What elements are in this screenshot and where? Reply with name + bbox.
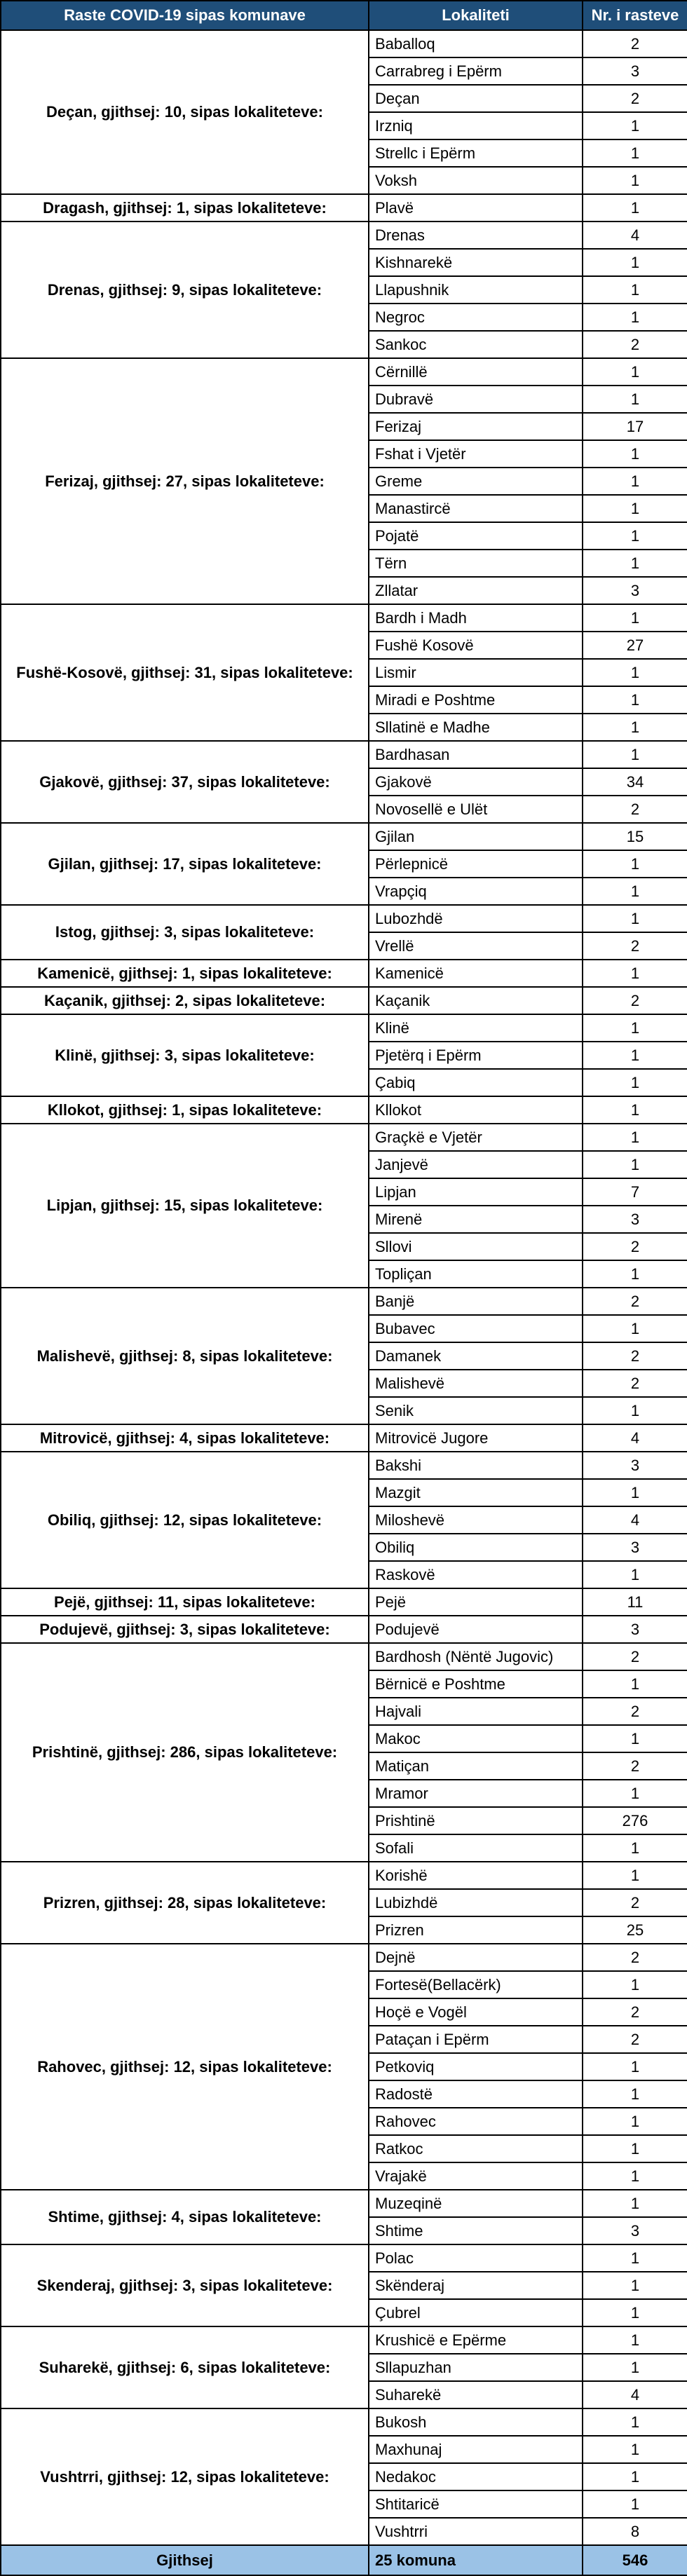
municipality-cell: Pejë, gjithsej: 11, sipas lokaliteteve: [1, 1588, 369, 1616]
case-count-cell: 1 [583, 2463, 687, 2490]
locality-cell: Vrapçiq [369, 878, 583, 905]
locality-cell: Lipjan [369, 1178, 583, 1206]
municipality-cell: Skenderaj, gjithsej: 3, sipas lokaliteteve: [1, 2244, 369, 2326]
table-row [1, 1124, 687, 1151]
locality-cell: Suharekë [369, 2381, 583, 2408]
table-row [1, 1588, 687, 1616]
case-count-cell: 1 [583, 2436, 687, 2463]
locality-cell: Rahovec [369, 2108, 583, 2135]
case-count-cell: 3 [583, 577, 687, 604]
case-count-cell: 1 [583, 112, 687, 139]
municipality-cell: Lipjan, gjithsej: 15, sipas lokaliteteve: [1, 1124, 369, 1288]
case-count-cell: 2 [583, 85, 687, 112]
case-count-cell: 1 [583, 741, 687, 768]
locality-cell: Bakshi [369, 1452, 583, 1479]
case-count-cell: 3 [583, 1616, 687, 1643]
case-count-cell: 2 [583, 1342, 687, 1370]
header-case-count: Nr. i rasteve [583, 1, 687, 30]
locality-cell: Lubozhdë [369, 905, 583, 932]
locality-cell: Zllatar [369, 577, 583, 604]
municipality-cell: Deçan, gjithsej: 10, sipas lokaliteteve: [1, 30, 369, 194]
locality-cell: Tërn [369, 550, 583, 577]
total-label: Gjithsej [1, 2545, 369, 2575]
table-row [1, 604, 687, 632]
locality-cell: Novosellë e Ulët [369, 796, 583, 823]
case-count-cell: 3 [583, 1206, 687, 1233]
locality-cell: Bardhosh (Nëntë Jugovic) [369, 1643, 583, 1670]
locality-cell: Makoc [369, 1725, 583, 1752]
case-count-cell: 1 [583, 2244, 687, 2272]
table-row [1, 2244, 687, 2272]
locality-cell: Banjë [369, 1288, 583, 1315]
locality-cell: Bardh i Madh [369, 604, 583, 632]
locality-cell: Raskovë [369, 1561, 583, 1588]
case-count-cell: 2 [583, 932, 687, 960]
municipality-cell: Kamenicë, gjithsej: 1, sipas lokaliteteve: [1, 960, 369, 987]
case-count-cell: 1 [583, 2053, 687, 2080]
locality-cell: Bukosh [369, 2408, 583, 2436]
municipality-cell: Podujevë, gjithsej: 3, sipas lokaliteteve: [1, 1616, 369, 1643]
locality-cell: Drenas [369, 222, 583, 249]
locality-cell: Malishevë [369, 1370, 583, 1397]
locality-cell: Lubizhdë [369, 1889, 583, 1916]
case-count-cell: 1 [583, 1725, 687, 1752]
case-count-cell: 1 [583, 468, 687, 495]
locality-cell: Manastircë [369, 495, 583, 522]
table-row [1, 960, 687, 987]
case-count-cell: 2 [583, 1288, 687, 1315]
municipality-cell: Kaçanik, gjithsej: 2, sipas lokaliteteve: [1, 987, 369, 1014]
case-count-cell: 2 [583, 1889, 687, 1916]
table-row [1, 194, 687, 222]
table-row [1, 2408, 687, 2436]
case-count-cell: 2 [583, 987, 687, 1014]
locality-cell: Pjetërq i Epërm [369, 1042, 583, 1069]
locality-cell: Janjevë [369, 1151, 583, 1178]
locality-cell: Petkoviq [369, 2053, 583, 2080]
table-body [1, 30, 687, 2545]
case-count-cell: 2 [583, 1370, 687, 1397]
case-count-cell: 2 [583, 796, 687, 823]
locality-cell: Greme [369, 468, 583, 495]
case-count-cell: 4 [583, 2381, 687, 2408]
locality-cell: Vrajakë [369, 2162, 583, 2190]
case-count-cell: 1 [583, 2135, 687, 2162]
case-count-cell: 1 [583, 522, 687, 550]
case-count-cell: 1 [583, 905, 687, 932]
locality-cell: Miloshevë [369, 1506, 583, 1534]
case-count-cell: 1 [583, 386, 687, 413]
municipality-cell: Klinë, gjithsej: 3, sipas lokaliteteve: [1, 1014, 369, 1096]
locality-cell: Podujevë [369, 1616, 583, 1643]
case-count-cell: 1 [583, 878, 687, 905]
locality-cell: Obiliq [369, 1534, 583, 1561]
table-row [1, 1862, 687, 1889]
locality-cell: Pojatë [369, 522, 583, 550]
table-row [1, 2190, 687, 2217]
header-municipality: Raste COVID-19 sipas komunave [1, 1, 369, 30]
case-count-cell: 1 [583, 2272, 687, 2299]
case-count-cell: 1 [583, 2108, 687, 2135]
locality-cell: Shtitaricë [369, 2490, 583, 2518]
case-count-cell: 1 [583, 2490, 687, 2518]
locality-cell: Muzeqinë [369, 2190, 583, 2217]
municipality-cell: Shtime, gjithsej: 4, sipas lokaliteteve: [1, 2190, 369, 2244]
case-count-cell: 1 [583, 304, 687, 331]
case-count-cell: 1 [583, 2080, 687, 2108]
case-count-cell: 25 [583, 1916, 687, 1944]
locality-cell: Klinë [369, 1014, 583, 1042]
table-row [1, 1096, 687, 1124]
case-count-cell: 2 [583, 331, 687, 358]
case-count-cell: 2 [583, 1752, 687, 1780]
locality-cell: Kishnarekë [369, 249, 583, 276]
locality-cell: Strellc i Epërm [369, 139, 583, 167]
locality-cell: Radostë [369, 2080, 583, 2108]
locality-cell: Maxhunaj [369, 2436, 583, 2463]
case-count-cell: 276 [583, 1807, 687, 1834]
locality-cell: Gjilan [369, 823, 583, 850]
locality-cell: Hajvali [369, 1698, 583, 1725]
locality-cell: Dejnë [369, 1944, 583, 1971]
municipality-cell: Istog, gjithsej: 3, sipas lokaliteteve: [1, 905, 369, 960]
total-municipalities: 25 komuna [369, 2545, 583, 2575]
locality-cell: Sllatinë e Madhe [369, 714, 583, 741]
case-count-cell: 3 [583, 1452, 687, 1479]
municipality-cell: Ferizaj, gjithsej: 27, sipas lokaliteteve: [1, 358, 369, 604]
locality-cell: Pejë [369, 1588, 583, 1616]
locality-cell: Sofali [369, 1834, 583, 1862]
case-count-cell: 1 [583, 2190, 687, 2217]
table-row [1, 1424, 687, 1452]
locality-cell: Çubrel [369, 2299, 583, 2326]
municipality-cell: Mitrovicë, gjithsej: 4, sipas lokaliteteve: [1, 1424, 369, 1452]
case-count-cell: 3 [583, 1534, 687, 1561]
case-count-cell: 2 [583, 1643, 687, 1670]
case-count-cell: 1 [583, 850, 687, 878]
case-count-cell: 1 [583, 2408, 687, 2436]
locality-cell: Bardhasan [369, 741, 583, 768]
locality-cell: Topliçan [369, 1260, 583, 1288]
locality-cell: Matiçan [369, 1752, 583, 1780]
municipality-cell: Kllokot, gjithsej: 1, sipas lokaliteteve: [1, 1096, 369, 1124]
case-count-cell: 17 [583, 413, 687, 440]
case-count-cell: 7 [583, 1178, 687, 1206]
case-count-cell: 1 [583, 1042, 687, 1069]
case-count-cell: 2 [583, 2026, 687, 2053]
case-count-cell: 2 [583, 1998, 687, 2026]
locality-cell: Lismir [369, 659, 583, 686]
case-count-cell: 1 [583, 1397, 687, 1424]
case-count-cell: 1 [583, 550, 687, 577]
locality-cell: Përlepnicë [369, 850, 583, 878]
case-count-cell: 3 [583, 2217, 687, 2244]
case-count-cell: 27 [583, 632, 687, 659]
case-count-cell: 1 [583, 495, 687, 522]
municipality-cell: Drenas, gjithsej: 9, sipas lokaliteteve: [1, 222, 369, 358]
locality-cell: Sankoc [369, 331, 583, 358]
header-row [1, 1, 687, 30]
locality-cell: Kllokot [369, 1096, 583, 1124]
case-count-cell: 1 [583, 1014, 687, 1042]
case-count-cell: 1 [583, 1670, 687, 1698]
case-count-cell: 1 [583, 659, 687, 686]
case-count-cell: 1 [583, 1124, 687, 1151]
locality-cell: Fortesë(Bellacërk) [369, 1971, 583, 1998]
table-row [1, 1616, 687, 1643]
locality-cell: Fshat i Vjetër [369, 440, 583, 468]
locality-cell: Carrabreg i Epërm [369, 57, 583, 85]
table-row [1, 2326, 687, 2354]
case-count-cell: 4 [583, 1424, 687, 1452]
case-count-cell: 1 [583, 2326, 687, 2354]
locality-cell: Hoçë e Vogël [369, 1998, 583, 2026]
table-row [1, 1643, 687, 1670]
locality-cell: Prizren [369, 1916, 583, 1944]
case-count-cell: 2 [583, 1698, 687, 1725]
locality-cell: Shtime [369, 2217, 583, 2244]
case-count-cell: 1 [583, 194, 687, 222]
locality-cell: Korishë [369, 1862, 583, 1889]
header-locality: Lokaliteti [369, 1, 583, 30]
locality-cell: Baballoq [369, 30, 583, 57]
locality-cell: Pataçan i Epërm [369, 2026, 583, 2053]
case-count-cell: 1 [583, 714, 687, 741]
locality-cell: Dubravë [369, 386, 583, 413]
table-row [1, 1288, 687, 1315]
case-count-cell: 15 [583, 823, 687, 850]
locality-cell: Prishtinë [369, 1807, 583, 1834]
case-count-cell: 1 [583, 1561, 687, 1588]
locality-cell: Sllapuzhan [369, 2354, 583, 2381]
municipality-cell: Gjilan, gjithsej: 17, sipas lokaliteteve: [1, 823, 369, 905]
case-count-cell: 4 [583, 1506, 687, 1534]
municipality-cell: Malishevë, gjithsej: 8, sipas lokaliteteve: [1, 1288, 369, 1424]
case-count-cell: 1 [583, 2299, 687, 2326]
table-row [1, 358, 687, 386]
locality-cell: Fushë Kosovë [369, 632, 583, 659]
municipality-cell: Prizren, gjithsej: 28, sipas lokaliteteve: [1, 1862, 369, 1944]
case-count-cell: 1 [583, 1971, 687, 1998]
case-count-cell: 3 [583, 57, 687, 85]
case-count-cell: 1 [583, 1315, 687, 1342]
locality-cell: Sllovi [369, 1233, 583, 1260]
case-count-cell: 1 [583, 960, 687, 987]
table-row [1, 222, 687, 249]
locality-cell: Mramor [369, 1780, 583, 1807]
table-row [1, 1014, 687, 1042]
municipality-cell: Fushë-Kosovë, gjithsej: 31, sipas lokaliteteve: [1, 604, 369, 741]
case-count-cell: 2 [583, 1233, 687, 1260]
locality-cell: Vrellë [369, 932, 583, 960]
case-count-cell: 1 [583, 358, 687, 386]
case-count-cell: 1 [583, 1780, 687, 1807]
case-count-cell: 1 [583, 2354, 687, 2381]
table-row [1, 1944, 687, 1971]
locality-cell: Mitrovicë Jugore [369, 1424, 583, 1452]
case-count-cell: 4 [583, 222, 687, 249]
locality-cell: Vushtrri [369, 2518, 583, 2545]
locality-cell: Miradi e Poshtme [369, 686, 583, 714]
case-count-cell: 1 [583, 1260, 687, 1288]
locality-cell: Llapushnik [369, 276, 583, 304]
table-row [1, 987, 687, 1014]
case-count-cell: 1 [583, 1151, 687, 1178]
total-cases: 546 [583, 2545, 687, 2575]
case-count-cell: 1 [583, 167, 687, 194]
case-count-cell: 1 [583, 1096, 687, 1124]
case-count-cell: 1 [583, 686, 687, 714]
locality-cell: Deçan [369, 85, 583, 112]
locality-cell: Damanek [369, 1342, 583, 1370]
case-count-cell: 1 [583, 1479, 687, 1506]
locality-cell: Kaçanik [369, 987, 583, 1014]
case-count-cell: 1 [583, 1069, 687, 1096]
locality-cell: Skënderaj [369, 2272, 583, 2299]
locality-cell: Graçkë e Vjetër [369, 1124, 583, 1151]
case-count-cell: 1 [583, 604, 687, 632]
locality-cell: Bërnicë e Poshtme [369, 1670, 583, 1698]
locality-cell: Nedakoc [369, 2463, 583, 2490]
municipality-cell: Rahovec, gjithsej: 12, sipas lokaliteteve: [1, 1944, 369, 2190]
case-count-cell: 1 [583, 1862, 687, 1889]
table-row [1, 30, 687, 57]
total-row [1, 2545, 687, 2575]
table-row [1, 1452, 687, 1479]
locality-cell: Çabiq [369, 1069, 583, 1096]
case-count-cell: 1 [583, 2162, 687, 2190]
locality-cell: Bubavec [369, 1315, 583, 1342]
case-count-cell: 1 [583, 249, 687, 276]
municipality-cell: Vushtrri, gjithsej: 12, sipas lokaliteteve: [1, 2408, 369, 2545]
locality-cell: Kamenicë [369, 960, 583, 987]
case-count-cell: 1 [583, 1834, 687, 1862]
table-row [1, 905, 687, 932]
locality-cell: Mazgit [369, 1479, 583, 1506]
locality-cell: Ferizaj [369, 413, 583, 440]
locality-cell: Mirenë [369, 1206, 583, 1233]
case-count-cell: 2 [583, 1944, 687, 1971]
locality-cell: Cërnillë [369, 358, 583, 386]
locality-cell: Senik [369, 1397, 583, 1424]
municipality-cell: Suharekë, gjithsej: 6, sipas lokaliteteve: [1, 2326, 369, 2408]
table-row [1, 823, 687, 850]
case-count-cell: 1 [583, 139, 687, 167]
locality-cell: Gjakovë [369, 768, 583, 796]
municipality-cell: Gjakovë, gjithsej: 37, sipas lokaliteteve: [1, 741, 369, 823]
case-count-cell: 8 [583, 2518, 687, 2545]
municipality-cell: Dragash, gjithsej: 1, sipas lokaliteteve: [1, 194, 369, 222]
locality-cell: Polac [369, 2244, 583, 2272]
table-row [1, 741, 687, 768]
locality-cell: Irzniq [369, 112, 583, 139]
locality-cell: Ratkoc [369, 2135, 583, 2162]
municipality-cell: Prishtinë, gjithsej: 286, sipas lokaliteteve: [1, 1643, 369, 1862]
case-count-cell: 1 [583, 276, 687, 304]
locality-cell: Negroc [369, 304, 583, 331]
locality-cell: Voksh [369, 167, 583, 194]
case-count-cell: 2 [583, 30, 687, 57]
locality-cell: Plavë [369, 194, 583, 222]
municipality-cell: Obiliq, gjithsej: 12, sipas lokaliteteve: [1, 1452, 369, 1588]
case-count-cell: 11 [583, 1588, 687, 1616]
locality-cell: Krushicë e Epërme [369, 2326, 583, 2354]
case-count-cell: 1 [583, 440, 687, 468]
case-count-cell: 34 [583, 768, 687, 796]
